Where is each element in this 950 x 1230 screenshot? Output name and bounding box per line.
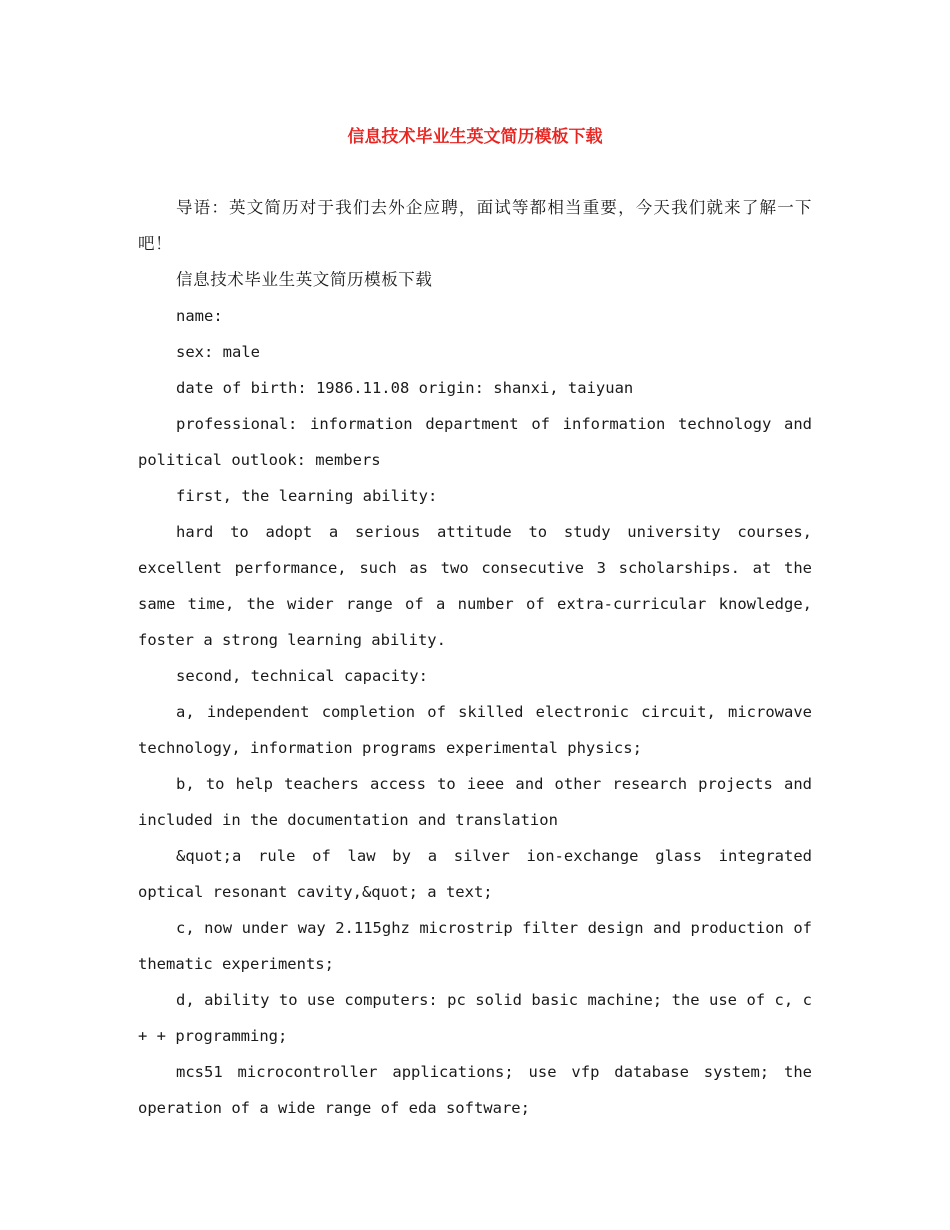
technical-item-a: a, independent completion of skilled electronic circuit, microwave technology, information programs experimental physics; (138, 703, 812, 757)
technical-item-d-cont: mcs51 microcontroller applications; use vfp database system; the operation of a wide range of eda software; (138, 1063, 812, 1117)
technical-item-b-quote: &quot;a rule of law by a silver ion-exchange glass integrated optical resonant cavity,&quot; a text; (138, 847, 812, 901)
field-sex: sex: male (176, 343, 260, 361)
learning-ability-text: hard to adopt a serious attitude to study university courses, excellent performance, such as two consecutive 3 scholarships. at the same time, the wider range of a number of extra-curricular knowledge, foster a strong learning ability. (138, 523, 812, 649)
document-title: 信息技术毕业生英文简历模板下载 (347, 127, 603, 147)
technical-item-b: b, to help teachers access to ieee and other research projects and included in the documentation and translation (138, 775, 812, 829)
field-name: name: (176, 307, 223, 325)
intro-paragraph: 导语：英文简历对于我们去外企应聘，面试等都相当重要，今天我们就来了解一下吧！ (138, 198, 812, 253)
document-body (138, 190, 812, 1126)
field-professional: professional: information department of information technology and political outlook: members (138, 415, 812, 469)
section-heading: 信息技术毕业生英文简历模板下载 (176, 270, 433, 289)
technical-item-c: c, now under way 2.115ghz microstrip filter design and production of thematic experiments; (138, 919, 812, 973)
technical-item-d: d, ability to use computers: pc solid basic machine; the use of c, c + + programming; (138, 991, 812, 1045)
field-birth-origin: date of birth: 1986.11.08 origin: shanxi, taiyuan (176, 379, 634, 397)
technical-capacity-heading: second, technical capacity: (176, 667, 428, 685)
learning-ability-heading: first, the learning ability: (176, 487, 438, 505)
